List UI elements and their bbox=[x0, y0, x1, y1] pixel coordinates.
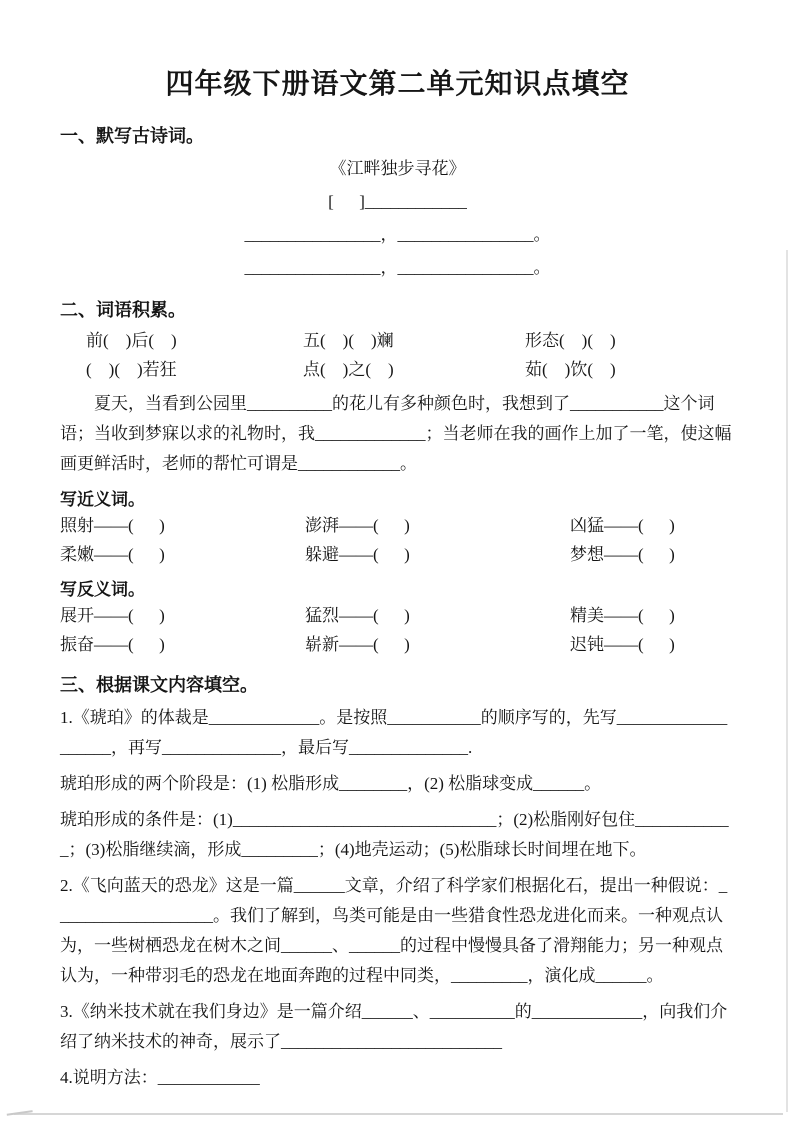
poem-verse-2: ________________，________________。 bbox=[244, 258, 551, 277]
scan-artifact-bottom bbox=[14, 1113, 783, 1115]
antonym-cell: 精美——( ) bbox=[570, 606, 675, 625]
word-usage-paragraph: 夏天，当看到公园里__________的花儿有多种颜色时，我想到了___________这个词语；当收到梦寐以求的礼物时，我_____________；当老师在我的画作上加了一笔，使这幅画更鲜活时，老师的帮忙可谓是____________。 bbox=[60, 394, 732, 473]
word-cell: ( )( )若狂 bbox=[86, 360, 177, 379]
content-paragraph: 1.《琥珀》的体裁是_____________。是按照___________的顺序写的，先写___________________，再写______________，最后写______________. bbox=[60, 708, 728, 757]
content-paragraph: 4.说明方法：____________ bbox=[60, 1068, 260, 1087]
synonym-cell: 凶猛——( ) bbox=[570, 516, 675, 535]
poem-block bbox=[60, 152, 735, 284]
scan-artifact-right bbox=[786, 250, 788, 1112]
content-paragraph: 2.《飞向蓝天的恐龙》这是一篇______文章，介绍了科学家们根据化石，提出一种假说：___________________。我们了解到，鸟类可能是由一些猎食性恐龙进化而来。一种观点认为，一些树栖恐龙在树木之间______、______的过程中慢慢具备了滑翔能力；另一种观点认为，一种带羽毛的恐龙在地面奔跑的过程中同类，_________，演化成______。 bbox=[60, 876, 728, 985]
word-cell: 点( )之( ) bbox=[303, 360, 394, 379]
antonym-cell: 展开——( ) bbox=[60, 606, 165, 625]
section-course-content bbox=[60, 671, 735, 1093]
synonyms-header: 写近义词。 bbox=[60, 490, 145, 509]
section-words bbox=[60, 296, 735, 659]
word-fill-grid bbox=[86, 326, 735, 384]
synonym-cell: 梦想——( ) bbox=[570, 545, 675, 564]
word-cell: 形态( )( ) bbox=[525, 331, 616, 350]
antonym-cell: 迟钝——( ) bbox=[570, 635, 675, 654]
word-cell: 前( )后( ) bbox=[86, 331, 177, 350]
poem-author-blank: [ ]____________ bbox=[328, 192, 467, 211]
antonyms-header: 写反义词。 bbox=[60, 580, 145, 599]
antonym-cell: 振奋——( ) bbox=[60, 635, 165, 654]
word-cell: 五( )( )斓 bbox=[303, 331, 394, 350]
section3-header: 三、根据课文内容填空。 bbox=[60, 675, 258, 695]
content-paragraph: 3.《纳米技术就在我们身边》是一篇介绍______、__________的_____________，向我们介绍了纳米技术的神奇，展示了__________________________ bbox=[60, 1002, 728, 1051]
synonym-cell: 柔嫩——( ) bbox=[60, 545, 165, 564]
content-paragraph: 琥珀形成的条件是：(1)_______________________________；(2)松脂刚好包住____________；(3)松脂继续滴，形成_________；(4)地壳运动；(5)松脂球长时间埋在地下。 bbox=[60, 810, 729, 859]
synonym-cell: 澎湃——( ) bbox=[305, 516, 410, 535]
section-poem bbox=[60, 122, 735, 284]
synonym-cell: 照射——( ) bbox=[60, 516, 165, 535]
poem-verse-1: ________________，________________。 bbox=[244, 225, 551, 244]
antonym-cell: 猛烈——( ) bbox=[305, 606, 410, 625]
section2-header: 二、词语积累。 bbox=[60, 300, 186, 320]
synonym-cell: 躲避——( ) bbox=[305, 545, 410, 564]
content-paragraph: 琥珀形成的两个阶段是：(1) 松脂形成________，(2) 松脂球变成______。 bbox=[60, 774, 602, 793]
synonyms-grid bbox=[60, 511, 735, 569]
antonym-cell: 崭新——( ) bbox=[305, 635, 410, 654]
word-cell: 茹( )饮( ) bbox=[525, 360, 616, 379]
poem-title: 《江畔独步寻花》 bbox=[329, 159, 466, 178]
section1-header: 一、默写古诗词。 bbox=[60, 126, 204, 146]
page-title: 四年级下册语文第二单元知识点填空 bbox=[165, 68, 630, 99]
antonyms-grid bbox=[60, 601, 735, 659]
